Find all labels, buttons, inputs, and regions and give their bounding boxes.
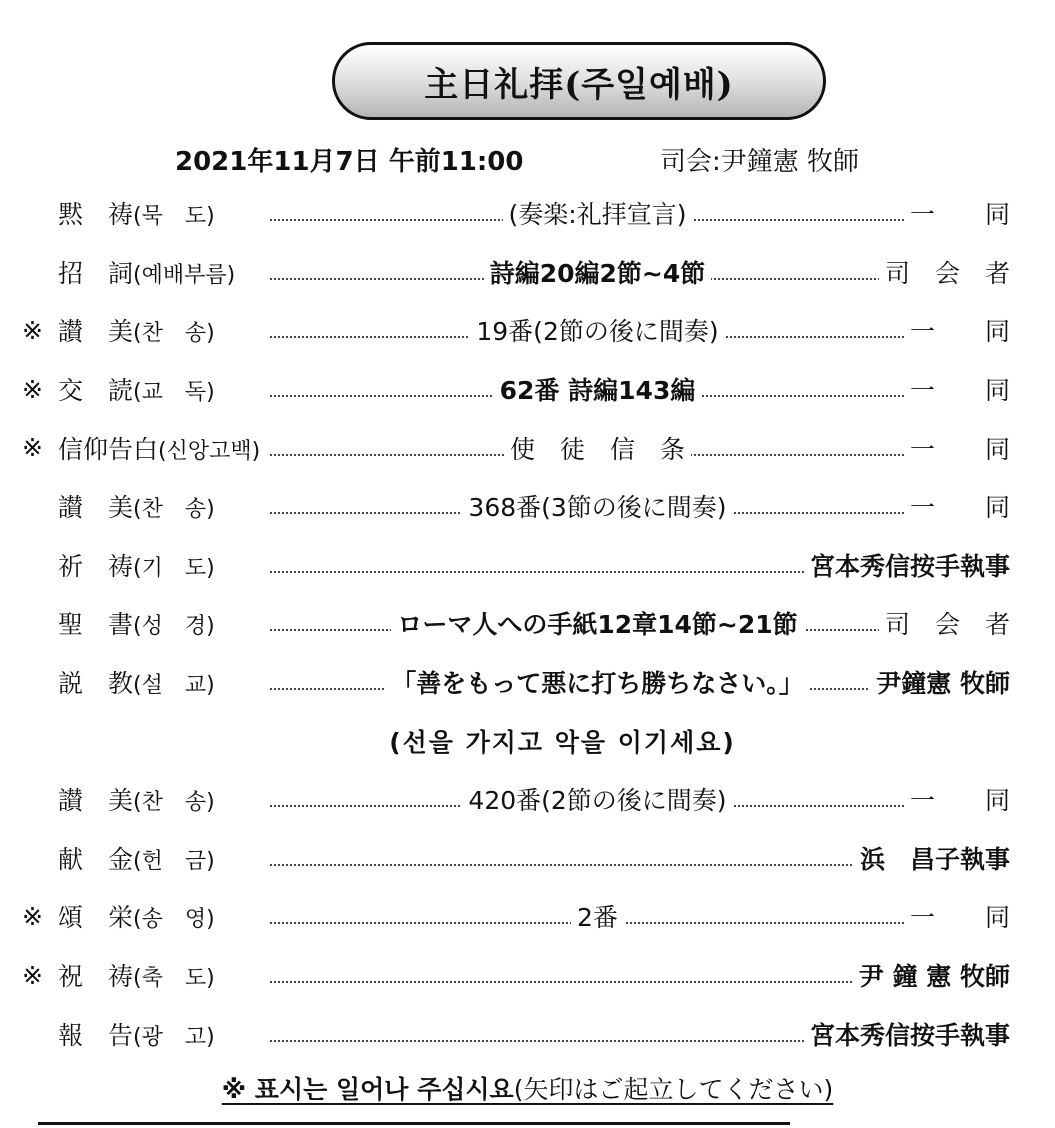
item-label-korean: (예배부름)	[133, 262, 236, 288]
item-label-japanese: 祝 祷	[58, 962, 134, 992]
item-responder-text: 一 同	[904, 200, 1010, 229]
service-title-box	[332, 42, 826, 120]
item-label-japanese: 聖 書	[58, 610, 134, 640]
stand-mark: ※	[22, 315, 43, 345]
item-label-korean: (찬 송)	[133, 321, 215, 347]
item-content	[270, 488, 925, 524]
service-date: 2021年11月7日 午前11:00	[175, 147, 524, 177]
item-label-korean: (송 영)	[133, 907, 215, 933]
standing-note-korean: ※ 표시는 일어나 주십시요	[221, 1075, 514, 1104]
item-label	[58, 430, 260, 466]
item-responder	[804, 1016, 1010, 1052]
item-responder-text: 司 会 者	[879, 610, 1010, 639]
presider: 司会:尹鐘憲 牧師	[660, 147, 860, 177]
order-row	[0, 184, 1055, 243]
item-responder	[804, 547, 1010, 583]
item-label	[58, 312, 215, 348]
item-responder	[879, 254, 1010, 290]
item-responder	[904, 430, 1010, 466]
item-responder-text: 一 同	[904, 493, 1010, 522]
item-responder-text: 一 同	[904, 317, 1010, 346]
item-content-text: 420番(2節の後に間奏)	[462, 786, 732, 815]
item-label-japanese: 讃 美	[58, 317, 134, 347]
bottom-rule	[38, 1122, 790, 1125]
item-label-japanese: 頌 栄	[58, 903, 134, 933]
order-row	[0, 301, 1055, 360]
item-label-korean: (교 독)	[133, 380, 215, 406]
item-label	[58, 1016, 215, 1052]
item-content-text: 62番 詩編143編	[494, 376, 702, 405]
item-responder	[904, 898, 1010, 934]
item-label-japanese: 招 詞	[58, 258, 134, 288]
item-responder-text: 尹 鐘 憲 牧師	[853, 962, 1010, 991]
item-label	[58, 781, 215, 817]
item-label	[58, 840, 215, 876]
item-content	[270, 195, 925, 231]
item-label	[58, 957, 215, 993]
item-label-korean: (축 도)	[133, 966, 215, 992]
order-row	[0, 1004, 1055, 1063]
item-content	[270, 664, 925, 700]
order-row	[0, 360, 1055, 419]
item-label-korean: (신앙고백)	[158, 438, 261, 464]
item-responder	[904, 781, 1010, 817]
item-label-korean: (광 고)	[133, 1024, 215, 1050]
item-responder	[904, 488, 1010, 524]
item-label	[58, 664, 215, 700]
item-label-japanese: 説 教	[58, 669, 134, 699]
item-label-korean: (헌 금)	[133, 848, 215, 874]
item-responder	[904, 195, 1010, 231]
order-of-worship	[0, 184, 1055, 1063]
item-label	[58, 195, 215, 231]
date-line	[0, 141, 1055, 181]
item-responder	[904, 312, 1010, 348]
item-content-text: 詩編20編2節~4節	[484, 259, 712, 288]
item-content	[270, 254, 925, 290]
item-content-text: 368番(3節の後に間奏)	[462, 493, 732, 522]
item-label-korean: (묵 도)	[133, 204, 215, 230]
item-label-japanese: 献 金	[58, 844, 134, 874]
item-responder-text: 浜 昌子執事	[854, 845, 1010, 874]
item-content	[270, 371, 925, 407]
item-label-japanese: 讃 美	[58, 786, 134, 816]
item-content-text: 2番	[571, 903, 624, 932]
item-responder	[870, 664, 1010, 700]
order-row	[0, 653, 1055, 712]
item-content-text: 使 徒 信 条	[504, 435, 691, 464]
stand-mark: ※	[22, 901, 43, 931]
item-content	[270, 430, 925, 466]
item-responder-text: 一 同	[904, 435, 1010, 464]
service-title: 主日礼拝(주일예배)	[424, 64, 734, 105]
item-content-text: ローマ人への手紙12章14節~21節	[391, 610, 803, 639]
item-label-japanese: 交 読	[58, 376, 134, 406]
item-label	[58, 488, 215, 524]
item-content-text: (奏楽:礼拝宣言)	[503, 200, 693, 229]
sermon-subtitle: (선을 가지고 악을 이기세요)	[389, 727, 736, 757]
order-row	[0, 536, 1055, 595]
item-responder-text: 宮本秀信按手執事	[804, 1021, 1010, 1050]
item-content	[270, 898, 925, 934]
item-content	[270, 605, 925, 641]
order-row	[0, 946, 1055, 1005]
item-label-korean: (찬 송)	[133, 790, 215, 816]
item-responder	[853, 957, 1010, 993]
standing-note-japanese: (矢印はご起立してください)	[513, 1075, 834, 1104]
item-responder-text: 尹鐘憲 牧師	[870, 669, 1010, 698]
item-label-japanese: 黙 祷	[58, 200, 134, 230]
item-responder-text: 一 同	[904, 903, 1010, 932]
standing-note	[0, 1070, 1055, 1106]
stand-mark: ※	[22, 960, 43, 990]
item-label-japanese: 讃 美	[58, 493, 134, 523]
item-label-japanese: 祈 祷	[58, 551, 134, 581]
item-responder-text: 司 会 者	[879, 259, 1010, 288]
order-row	[0, 887, 1055, 946]
item-label-korean: (기 도)	[133, 555, 215, 581]
order-row	[0, 243, 1055, 302]
item-label-korean: (설 교)	[133, 673, 215, 699]
stand-mark: ※	[22, 433, 43, 463]
item-content	[270, 312, 925, 348]
order-row	[0, 829, 1055, 888]
order-row	[0, 477, 1055, 536]
item-label-japanese: 報 告	[58, 1020, 134, 1050]
item-responder	[904, 371, 1010, 407]
stand-mark: ※	[22, 374, 43, 404]
item-responder-text: 一 同	[904, 786, 1010, 815]
item-label-korean: (성 경)	[133, 614, 215, 640]
item-responder	[854, 840, 1010, 876]
item-responder-text: 一 同	[904, 376, 1010, 405]
item-label-korean: (찬 송)	[133, 497, 215, 523]
item-label	[58, 605, 215, 641]
item-content-text: 「善をもって悪に打ち勝ちなさい。」	[385, 669, 810, 698]
order-row	[0, 594, 1055, 653]
item-label	[58, 898, 215, 934]
order-row	[0, 770, 1055, 829]
item-content	[270, 781, 925, 817]
item-label	[58, 547, 215, 583]
item-label	[58, 254, 235, 290]
order-row	[0, 418, 1055, 477]
item-label-japanese: 信仰告白	[58, 434, 159, 464]
item-responder-text: 宮本秀信按手執事	[804, 552, 1010, 581]
item-label	[58, 371, 215, 407]
item-responder	[879, 605, 1010, 641]
item-content-text: 19番(2節の後に間奏)	[470, 317, 724, 346]
